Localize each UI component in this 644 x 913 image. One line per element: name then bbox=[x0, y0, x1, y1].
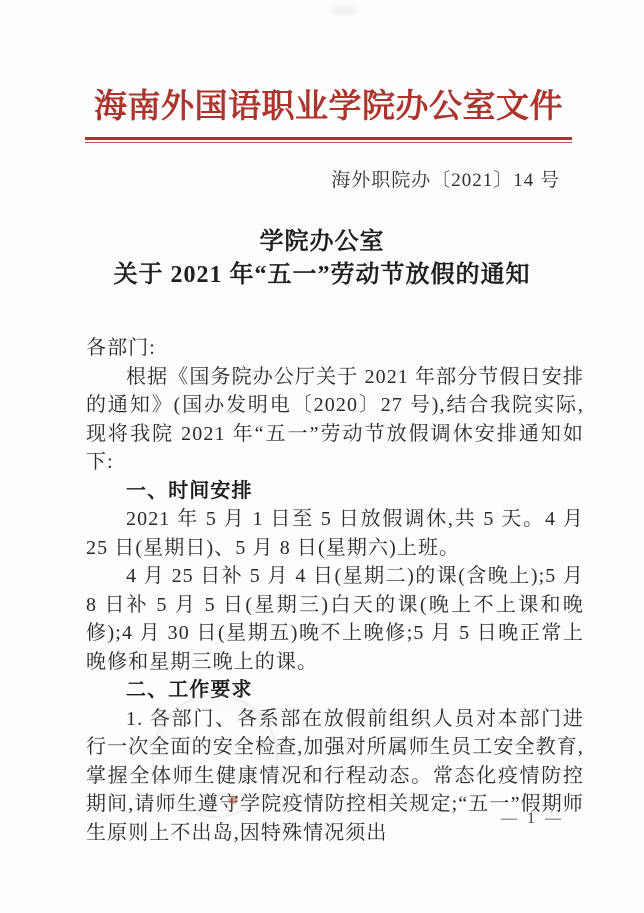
document-title bbox=[40, 226, 604, 292]
letterhead-divider-rule bbox=[85, 137, 572, 143]
document-title-line1: 学院办公室 bbox=[259, 229, 385, 255]
page-number: — 1 — bbox=[501, 810, 564, 827]
document-number: 海外职院办〔2021〕14 号 bbox=[331, 170, 560, 191]
intro-paragraph: 根据《国务院办公厅关于 2021 年部分节假日安排的通知》(国办发明电〔2020〕27 号),结合我院实际,现将我院 2021 年“五一”劳动节放假调休安排通知如下: bbox=[86, 365, 584, 473]
page-footer bbox=[501, 810, 564, 828]
section-2-heading: 二、工作要求 bbox=[126, 679, 253, 701]
letterhead bbox=[0, 0, 644, 194]
salutation: 各部门: bbox=[86, 337, 156, 359]
document-title-line2: 关于 2021 年“五一”劳动节放假的通知 bbox=[113, 262, 531, 288]
section-1-heading: 一、时间安排 bbox=[126, 479, 253, 502]
section-1-paragraph-2: 4 月 25 日补 5 月 4 日(星期二)的课(含晚上);5 月 8 日补 5 月 5 日(星期三)白天的课(晚上不上课和晚修);4 月 30 日(星期五)晚不上晚修;5 月 5 日晚正常上晚修和星期三晚上的课。 bbox=[86, 565, 584, 673]
scanner-smudge-mark bbox=[332, 5, 356, 15]
section-1-paragraph-1: 2021 年 5 月 1 日至 5 日放假调休,共 5 天。4 月 25 日(星期日)、5 月 8 日(星期六)上班。 bbox=[86, 508, 584, 559]
letterhead-title: 海南外国语职业学院办公室文件 bbox=[94, 89, 563, 125]
document-body bbox=[86, 334, 584, 847]
section-2-paragraph-1: 1. 各部门、各系部在放假前组织人员对本部门进行一次全面的安全检查,加强对所属师生员工安全教育,掌握全体师生健康情况和行程动态。常态化疫情防控期间,请师生遵守学院疫情防控相关规定;“五一”假期师生原则上不出岛,因特殊情况须出 bbox=[86, 707, 584, 844]
